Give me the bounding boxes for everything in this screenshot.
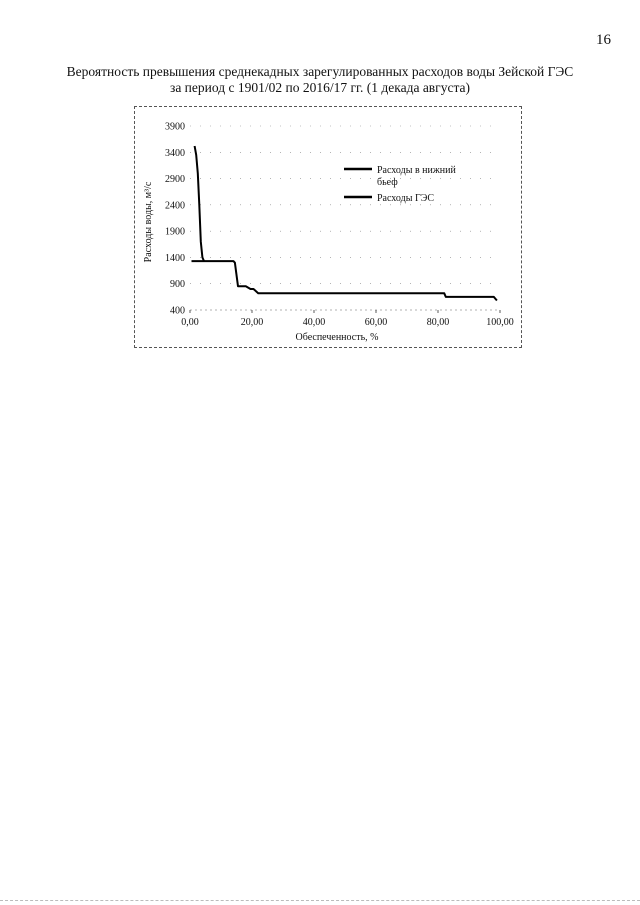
x-tick-label: 0,00	[181, 317, 199, 328]
series-line-hpp	[195, 146, 204, 261]
y-axis	[165, 122, 185, 317]
y-tick-label: 3400	[165, 147, 185, 159]
discharge-exceedance-chart	[134, 106, 522, 348]
y-tick-label: 400	[170, 305, 185, 317]
x-axis	[181, 310, 514, 328]
legend-label-lower-pool-line1: Расходы в нижний	[377, 165, 456, 176]
x-axis-label: Обеспеченность, %	[295, 332, 379, 343]
chart-title-line-2: за период с 1901/02 по 2016/17 гг. (1 декада августа)	[169, 80, 471, 95]
legend-label-hpp: Расходы ГЭС	[377, 193, 434, 204]
y-tick-label: 2400	[165, 200, 185, 212]
series-line-lower-pool	[192, 261, 497, 300]
x-tick-label: 80,00	[426, 317, 450, 328]
x-tick-label: 40,00	[302, 317, 326, 328]
y-axis-label: Расходы воды, м³/с	[143, 181, 154, 263]
chart-title	[40, 64, 600, 96]
legend	[344, 165, 456, 204]
y-tick-label: 2900	[165, 174, 185, 186]
page-bottom-edge	[0, 900, 640, 902]
y-tick-label: 1400	[165, 252, 185, 264]
x-tick-label: 20,00	[240, 317, 264, 328]
y-tick-label: 900	[170, 279, 185, 291]
chart-title-line-1: Вероятность превышения среднекадных зарегулированных расходов воды Зейской ГЭС	[66, 64, 574, 79]
x-tick-label: 60,00	[364, 317, 388, 328]
x-tick-label: 100,00	[486, 317, 514, 328]
legend-label-lower-pool-line2: бьеф	[377, 177, 398, 188]
y-tick-label: 1900	[165, 226, 185, 238]
y-tick-label: 3900	[165, 121, 185, 133]
page-number: 16	[596, 32, 611, 48]
grid-lines	[190, 126, 500, 284]
